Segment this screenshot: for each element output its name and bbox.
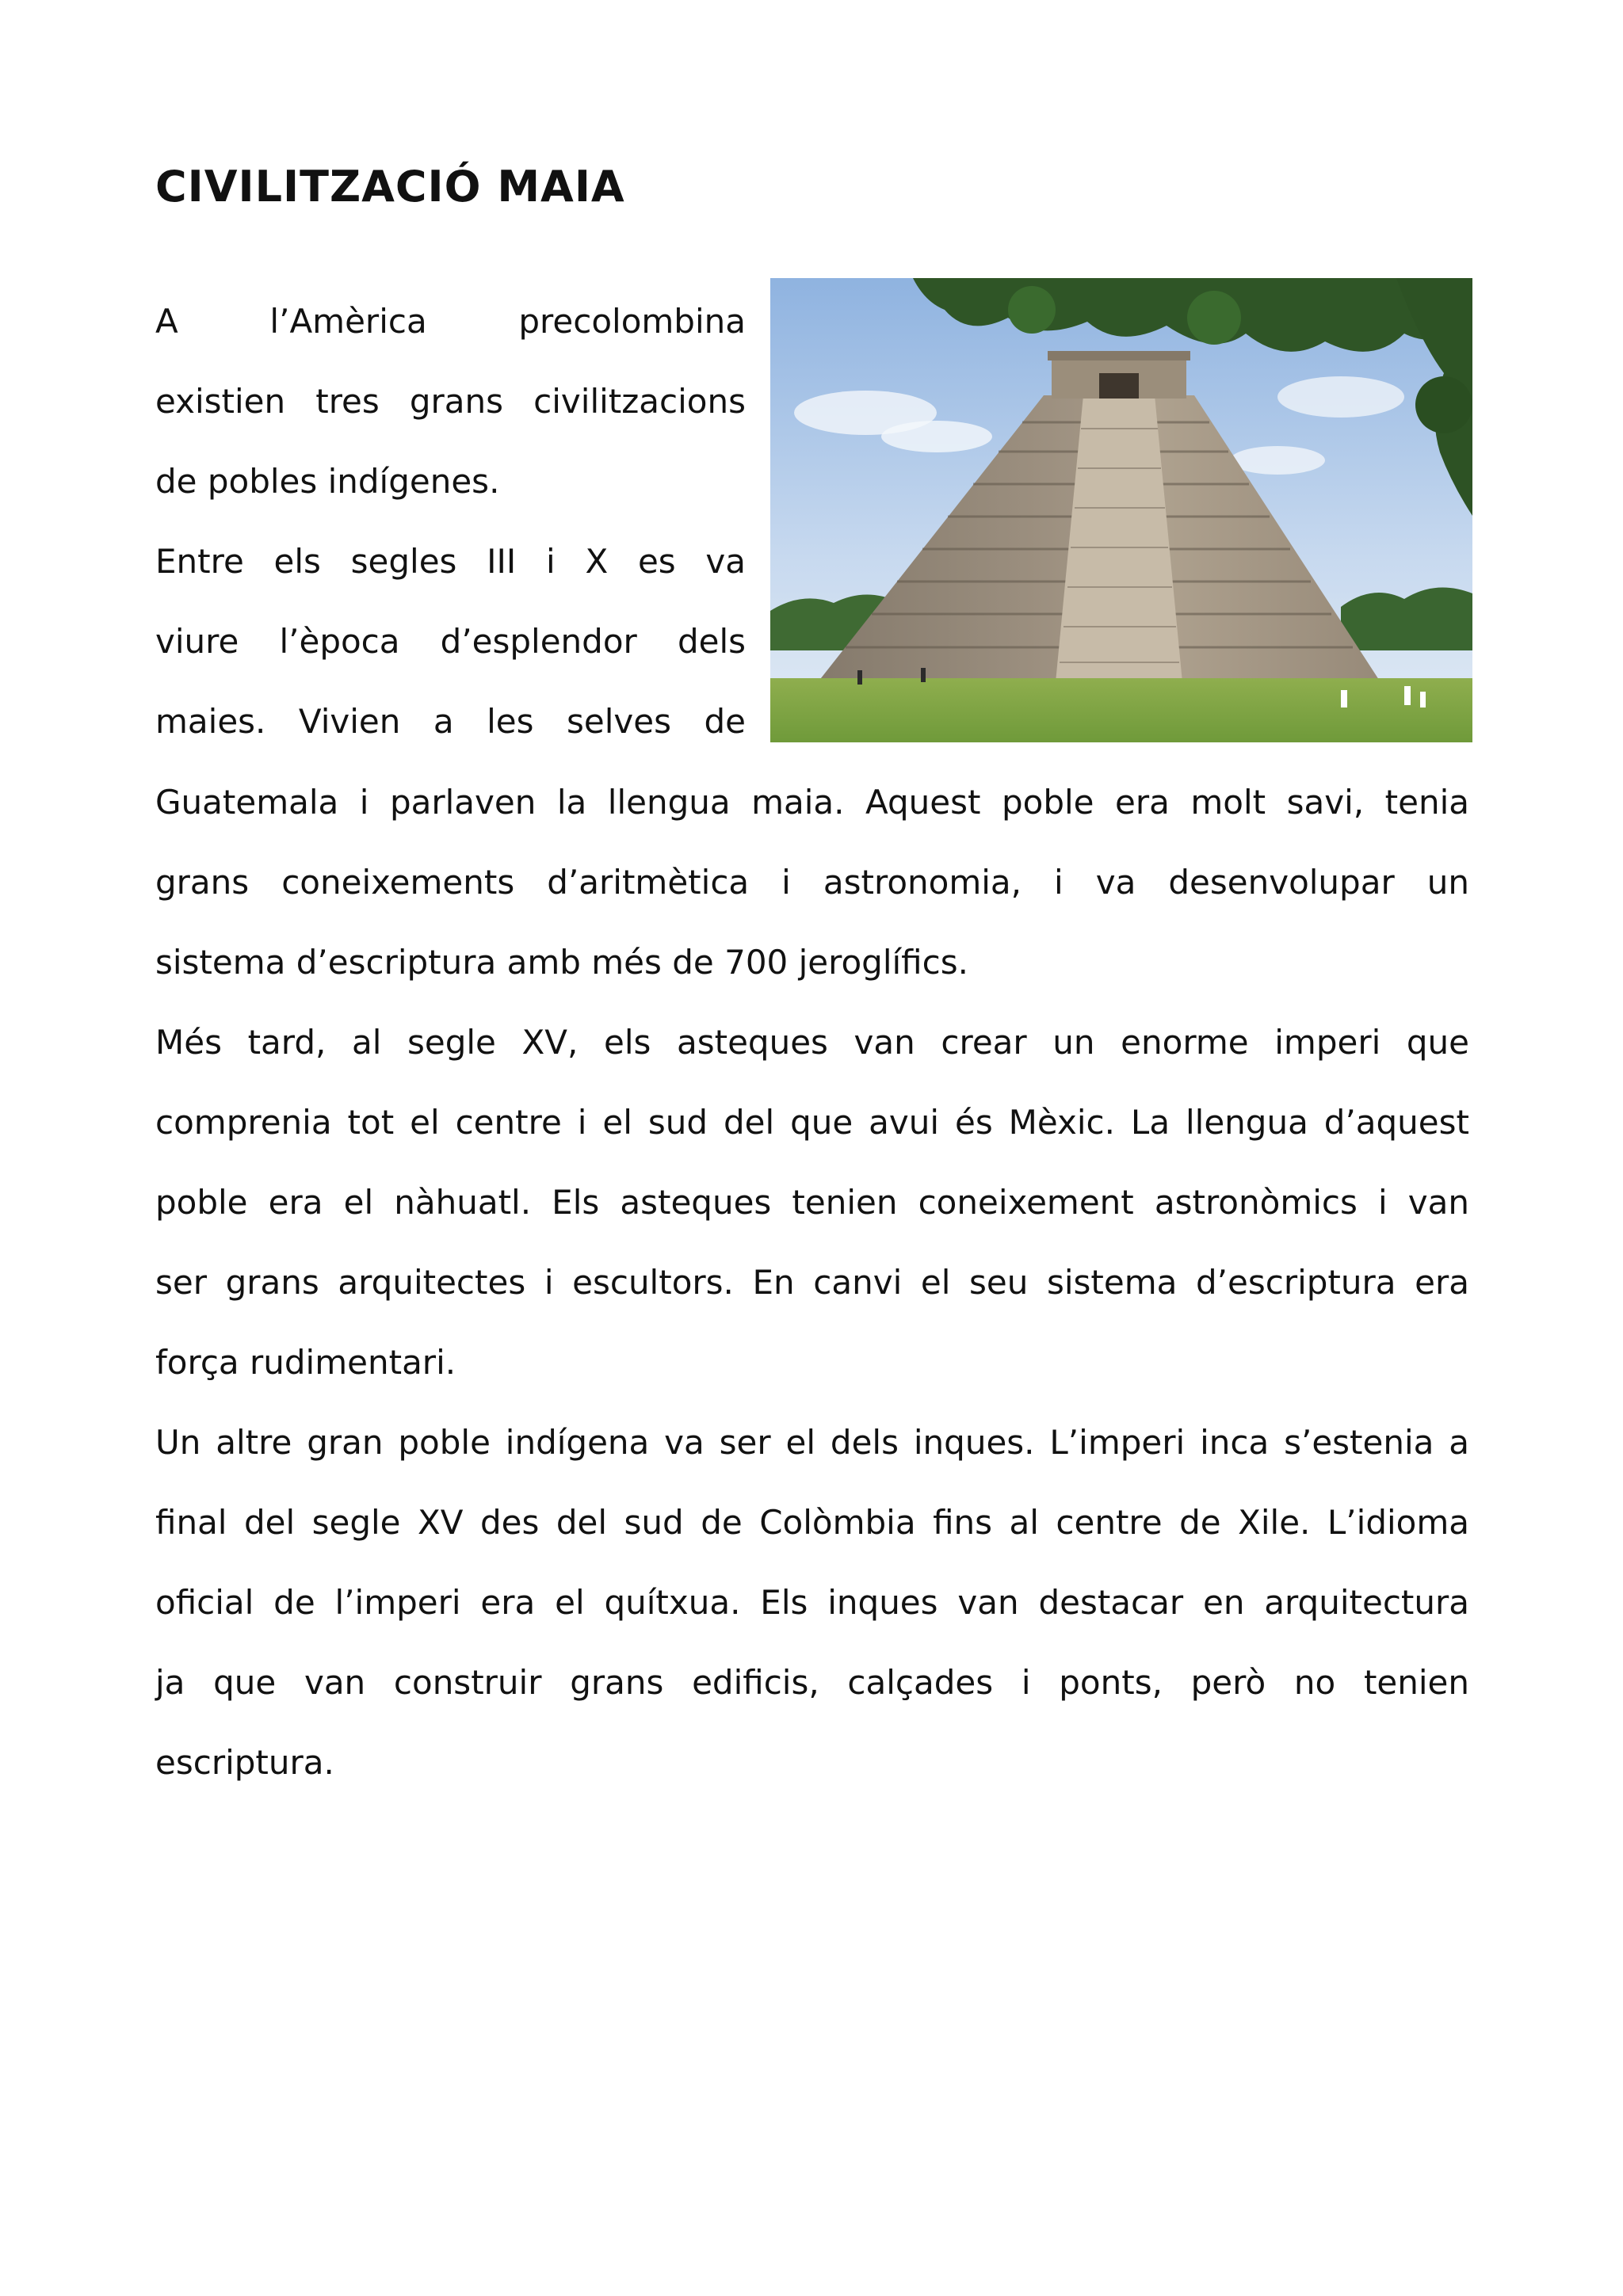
text-line: maies. Vivien a les selves de (155, 702, 746, 741)
paragraph-inca (155, 1402, 1469, 1802)
page-title: CIVILITZACIÓ MAIA (155, 162, 625, 212)
text-line: escriptura. (155, 1743, 334, 1782)
text-line: Més tard, al segle XV, els asteques van crear un enorme imperi que (155, 1023, 1469, 1062)
text-line: final del segle XV des del sud de Colòmbia fins al centre de Xile. L’idioma (155, 1503, 1469, 1542)
text-line: existien tres grans civilitzacions (155, 382, 746, 421)
paragraph-maya (155, 762, 1469, 1002)
text-line: de pobles indígenes. (155, 462, 500, 501)
pyramid-image (770, 278, 1472, 742)
text-line: comprenia tot el centre i el sud del que avui és Mèxic. La llengua d’aquest (155, 1103, 1469, 1142)
pyramid-photo (770, 278, 1472, 742)
text-line: grans coneixements d’aritmètica i astronomia, i va desenvolupar un (155, 863, 1469, 902)
main-text (155, 762, 1469, 1802)
text-line: oficial de l’imperi era el quítxua. Els inques van destacar en arquitectura (155, 1583, 1469, 1622)
text-line: Entre els segles III i X es va (155, 542, 746, 581)
intro-paragraph (155, 281, 746, 761)
paragraph-aztec (155, 1002, 1469, 1402)
text-line: viure l’època d’esplendor dels (155, 622, 746, 661)
text-line: sistema d’escriptura amb més de 700 jeroglífics. (155, 943, 968, 982)
text-line: Guatemala i parlaven la llengua maia. Aquest poble era molt savi, tenia (155, 783, 1469, 822)
text-line: força rudimentari. (155, 1343, 456, 1382)
text-line: ser grans arquitectes i escultors. En canvi el seu sistema d’escriptura era (155, 1263, 1469, 1302)
text-line: ja que van construir grans edificis, calçades i ponts, però no tenien (155, 1663, 1469, 1702)
text-line: Un altre gran poble indígena va ser el dels inques. L’imperi inca s’estenia a (155, 1423, 1469, 1462)
text-line: A l’Amèrica precolombina (155, 302, 746, 341)
text-line: poble era el nàhuatl. Els asteques tenien coneixement astronòmics i van (155, 1183, 1469, 1222)
